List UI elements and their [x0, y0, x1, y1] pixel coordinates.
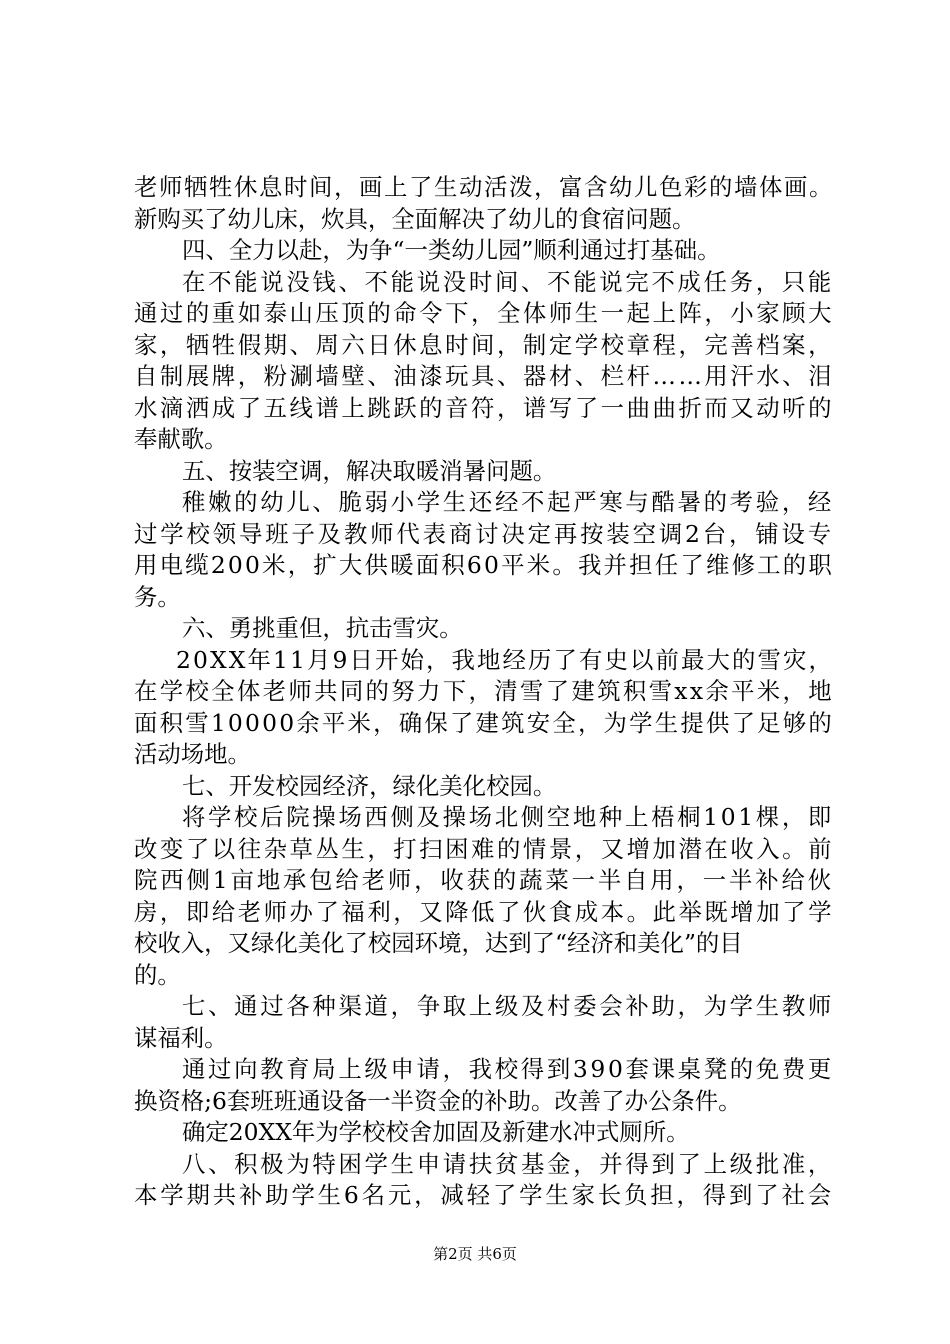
text-line: 七、通过各种渠道，争取上级及村委会补助，为学生教师	[182, 992, 834, 1020]
text-line: 校收入，又绿化美化了校园环境，达到了“经济和美化”的目	[134, 929, 743, 957]
text-line: 20XX年11月9日开始，我地经历了有史以前最大的雪灾，	[176, 645, 834, 674]
text-line: 六、勇挑重但，抗击雪灾。	[182, 614, 463, 642]
text-line: 的。	[134, 960, 181, 989]
text-line: 七、开发校园经济，绿化美化校园。	[182, 771, 557, 800]
text-line: 通过的重如泰山压顶的命令下，全体师生一起上阵，小家顾大	[134, 299, 834, 327]
text-line: 本学期共补助学生6名元，减轻了学生家长负担，得到了社会	[134, 1181, 834, 1209]
text-line: 谋福利。	[134, 1023, 228, 1052]
text-line: 改变了以往杂草丛生，打扫困难的情景，又增加潜在收入。前	[134, 834, 834, 863]
text-line: 面积雪10000余平米，确保了建筑安全，为学生提供了足够的	[134, 708, 834, 737]
text-line: 院西侧1亩地承包给老师，收获的蔬菜一半自用，一半补给伙	[134, 866, 834, 894]
text-line: 将学校后院操场西侧及操场北侧空地种上梧桐101棵，即	[182, 803, 834, 831]
text-line: 确定20XX年为学校校舍加固及新建水冲式厕所。	[182, 1118, 690, 1146]
text-line: 奉献歌。	[134, 425, 228, 453]
text-line: 过学校领导班子及教师代表商讨决定再按装空调2台，铺设专	[134, 519, 834, 548]
body-text	[134, 172, 834, 1212]
page-footer: 第2页 共6页	[433, 1245, 517, 1263]
text-line: 房，即给老师办了福利，又降低了伙食成本。此举既增加了学	[134, 897, 834, 926]
text-line: 八、积极为特困学生申请扶贫基金，并得到了上级批准，	[182, 1149, 834, 1178]
text-line: 自制展牌，粉涮墙壁、油漆玩具、器材、栏杆……用汗水、泪	[134, 362, 834, 390]
text-line: 新购买了幼儿床，炊具，全面解决了幼儿的食宿问题。	[134, 204, 696, 233]
text-line: 换资格;6套班班通设备一半资金的补助。改善了办公条件。	[134, 1086, 742, 1115]
text-line: 在不能说没钱、不能说没时间、不能说完不成任务，只能	[182, 267, 834, 296]
text-line: 用电缆200米，扩大供暖面积60平米。我并担任了维修工的职	[134, 551, 834, 579]
text-line: 家，牺牲假期、周六日休息时间，制定学校章程，完善档案，	[134, 330, 834, 359]
text-line: 通过向教育局上级申请，我校得到390套课桌凳的免费更	[182, 1055, 834, 1083]
text-line: 老师牺牲休息时间，画上了生动活泼，富含幼儿色彩的墙体画。	[134, 173, 834, 201]
text-line: 四、全力以赴，为争“一类幼儿园”顺利通过打基础。	[182, 236, 721, 264]
text-line: 在学校全体老师共同的努力下，清雪了建筑积雪xx余平米，地	[134, 677, 834, 705]
text-line: 水滴洒成了五线谱上跳跃的音符，谱写了一曲曲折而又动听的	[134, 393, 834, 422]
text-line: 活动场地。	[134, 740, 251, 768]
text-line: 五、按装空调，解决取暖消暑问题。	[182, 456, 557, 485]
text-line: 务。	[134, 582, 181, 611]
text-line: 稚嫩的幼儿、脆弱小学生还经不起严寒与酷暑的考验，经	[182, 488, 834, 516]
